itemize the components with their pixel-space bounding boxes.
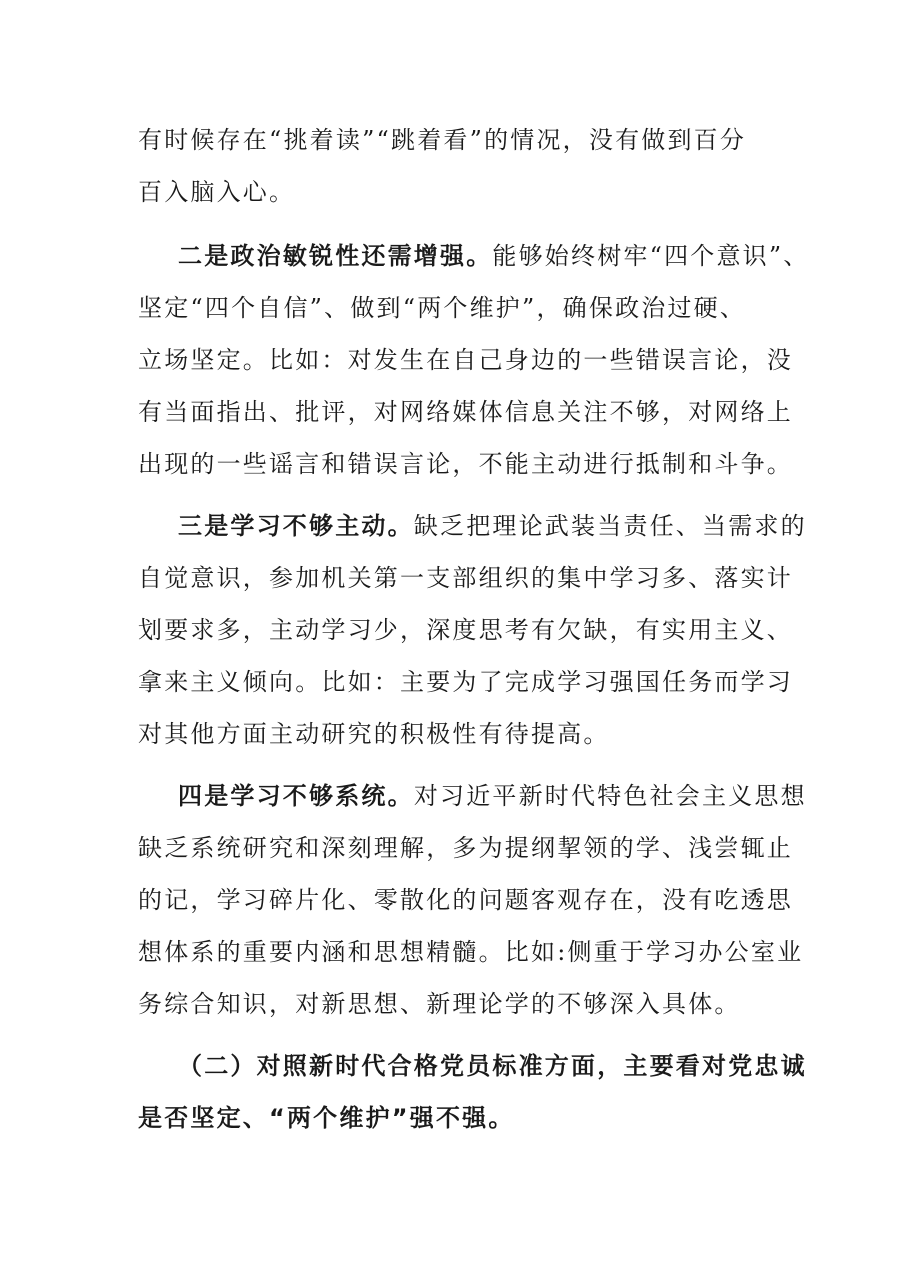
paragraph-3-line-3 xyxy=(138,608,793,652)
section-heading: 是否坚定、“两个维护”强不强。 xyxy=(138,1104,515,1132)
body-text: 能够始终树牢“四个意识”、 xyxy=(492,242,810,270)
paragraph-4-line-4 xyxy=(138,930,804,974)
body-text: 对其他方面主动研究的积极性有待提高。 xyxy=(138,720,610,748)
paragraph-4-line-1 xyxy=(178,774,807,818)
section-heading-line-1 xyxy=(178,1044,807,1088)
body-text: 划要求多，主动学习少，深度思考有欠缺，有实用主义、 xyxy=(138,616,793,644)
body-text: 立场坚定。比如：对发生在自己身边的一些错误言论，没 xyxy=(138,346,793,374)
section-heading-line-2 xyxy=(138,1096,778,1140)
paragraph-1-line-1 xyxy=(138,118,778,162)
body-text: 缺乏把理论武装当责任、当需求的 xyxy=(413,512,807,540)
body-text: 的记，学习碎片化、零散化的问题客观存在，没有吃透思 xyxy=(138,886,793,914)
paragraph-3-line-4 xyxy=(138,660,793,704)
body-text: 自觉意识，参加机关第一支部组织的集中学习多、落实计 xyxy=(138,564,793,592)
paragraph-2-line-2 xyxy=(138,286,778,330)
paragraph-1-line-2 xyxy=(138,170,778,214)
paragraph-heading: 二是政治敏锐性还需增强。 xyxy=(178,242,493,270)
body-text: 出现的一些谣言和错误言论，不能主动进行抵制和斗争。 xyxy=(138,450,793,478)
paragraph-3-line-5 xyxy=(138,712,778,756)
paragraph-2-line-5 xyxy=(138,442,793,486)
paragraph-4-line-2 xyxy=(138,826,793,870)
paragraph-2-line-3 xyxy=(138,338,793,382)
body-text: 百入脑入心。 xyxy=(138,178,296,206)
paragraph-3-line-1 xyxy=(178,504,807,548)
body-text: 有当面指出、批评，对网络媒体信息关注不够，对网络上 xyxy=(138,398,793,426)
body-text: 拿来主义倾向。比如：主要为了完成学习强国任务而学习 xyxy=(138,668,793,696)
body-text: 坚定“四个自信”、做到“两个维护”，确保政治过硬、 xyxy=(138,294,747,322)
body-text: 有时候存在“挑着读”“跳着看”的情况，没有做到百分 xyxy=(138,126,747,154)
paragraph-heading: 四是学习不够系统。 xyxy=(178,782,414,810)
paragraph-4-line-5 xyxy=(138,982,778,1026)
paragraph-2-line-4 xyxy=(138,390,793,434)
paragraph-3-line-2 xyxy=(138,556,793,600)
paragraph-heading: 三是学习不够主动。 xyxy=(178,512,414,540)
body-text: 缺乏系统研究和深刻理解，多为提纲挈领的学、浅尝辄止 xyxy=(138,834,793,862)
paragraph-4-line-3 xyxy=(138,878,793,922)
body-text: 想体系的重要内涵和思想精髓。比如:侧重于学习办公室业 xyxy=(138,938,804,966)
body-text: 对习近平新时代特色社会主义思想 xyxy=(413,782,807,810)
body-text: 务综合知识，对新思想、新理论学的不够深入具体。 xyxy=(138,990,741,1018)
section-heading: （二）对照新时代合格党员标准方面，主要看对党忠诚 xyxy=(178,1052,807,1080)
paragraph-2-line-1 xyxy=(178,234,810,278)
